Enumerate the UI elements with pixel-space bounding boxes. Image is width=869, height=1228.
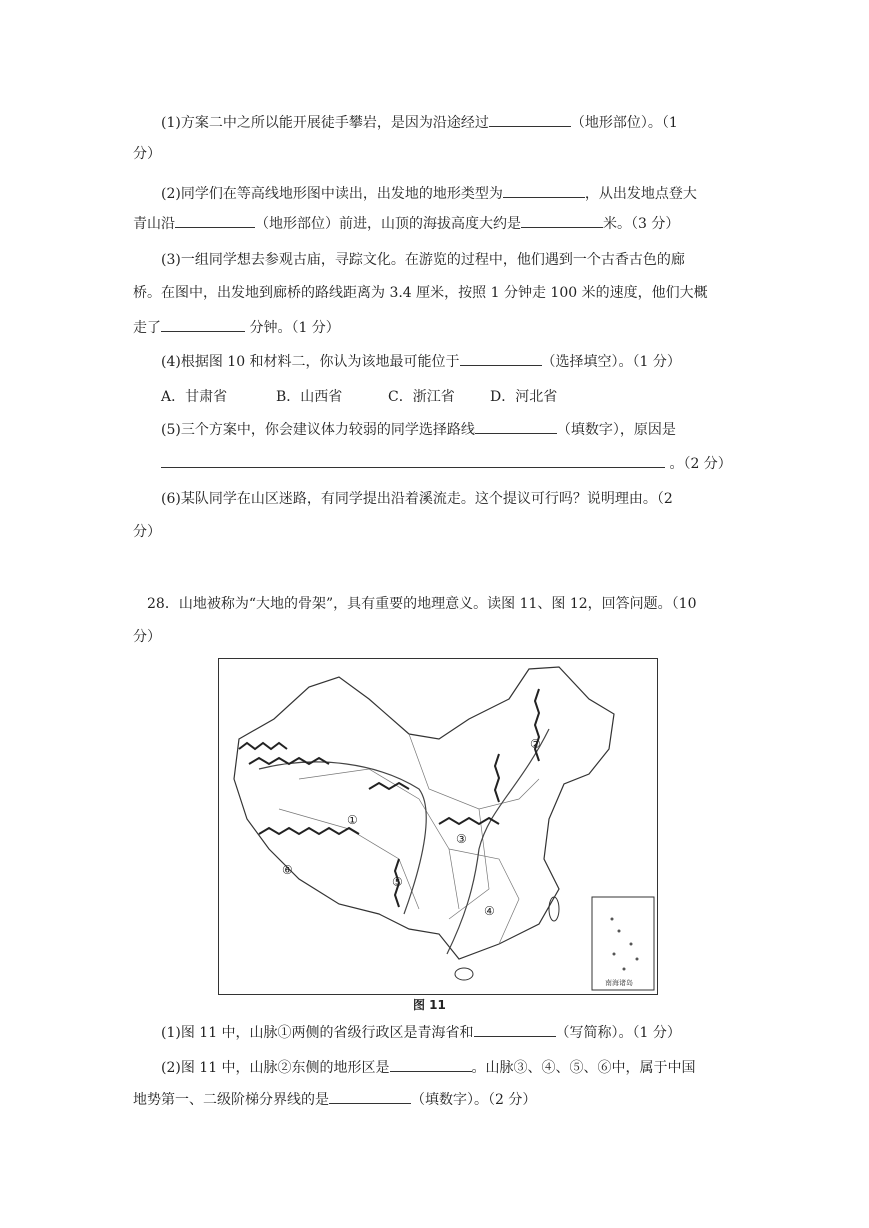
q27-line-1: (1)方案二中之所以能开展徒手攀岩，是因为沿途经过 （地形部位）。（1 xyxy=(161,112,678,133)
answer-blank[interactable] xyxy=(521,213,603,228)
q28-line-1: (1)图 11 中，山脉①两侧的省级行政区是青海省和 （写简称）。（1 分） xyxy=(161,1022,681,1043)
answer-blank[interactable] xyxy=(329,1089,411,1104)
q27-line-4: (4)根据图 10 和材料二，你认为该地最可能位于 （选择填空）。（1 分） xyxy=(161,351,681,372)
q27-line-6-cont: 分） xyxy=(133,524,161,540)
q28-heading: 28．山地被称为“大地的骨架”，具有重要的地理意义。读图 11、图 12，回答问题。（10 xyxy=(147,596,697,612)
answer-blank[interactable] xyxy=(489,112,571,127)
answer-blank[interactable] xyxy=(475,419,557,434)
map-label-2: ② xyxy=(530,737,541,751)
q28-line-2-cont: 地势第一、二级阶梯分界线的是 （填数字）。（2 分） xyxy=(133,1089,536,1110)
q28-heading-cont: 分） xyxy=(133,629,161,645)
q27-line-6: (6)某队同学在山区迷路，有同学提出沿着溪流走。这个提议可行吗？说明理由。（2 xyxy=(161,491,673,507)
answer-blank[interactable] xyxy=(175,213,255,228)
q27-line-5-cont: 。（2 分） xyxy=(161,453,732,474)
q27-line-3: (3)一组同学想去参观古庙，寻踪文化。在游览的过程中，他们遇到一个古香古色的廊 xyxy=(161,252,685,268)
q27-line-1-cont: 分） xyxy=(133,146,161,162)
inset-label: 南海诸岛 xyxy=(605,979,633,987)
map-label-4: ④ xyxy=(484,904,495,918)
option-c[interactable]: C．浙江省 xyxy=(388,389,455,405)
q27-line-3-end: 走了 分钟。（1 分） xyxy=(133,317,340,338)
q27-line-3-cont: 桥。在图中，出发地到廊桥的路线距离为 3.4 厘米，按照 1 分钟走 100 米的速度，他们大概 xyxy=(133,285,708,301)
answer-blank[interactable] xyxy=(390,1057,472,1072)
option-a[interactable]: A．甘肃省 xyxy=(161,389,228,405)
answer-blank[interactable] xyxy=(503,183,585,198)
q28-line-2: (2)图 11 中，山脉②东侧的地形区是 。山脉③、④、⑤、⑥中，属于中国 xyxy=(161,1057,696,1078)
q27-line-2-cont: 青山沿 （地形部位）前进，山顶的海拔高度大约是 米。（3 分） xyxy=(133,213,679,234)
option-d[interactable]: D．河北省 xyxy=(490,389,558,405)
q27-line-2: (2)同学们在等高线地形图中读出，出发地的地形类型为 ，从出发地点登大 xyxy=(161,183,697,204)
map-label-3: ③ xyxy=(456,832,467,846)
q27-line-5: (5)三个方案中，你会建议体力较弱的同学选择路线 （填数字），原因是 xyxy=(161,419,676,440)
map-label-5: ⑤ xyxy=(392,875,403,889)
map-label-1: ① xyxy=(347,813,358,827)
option-b[interactable]: B．山西省 xyxy=(276,389,343,405)
china-map-figure xyxy=(218,658,658,995)
figure-caption: 图 11 xyxy=(413,998,446,1012)
answer-blank[interactable] xyxy=(474,1022,556,1037)
answer-blank-long[interactable] xyxy=(161,453,665,468)
south-sea-inset xyxy=(592,897,654,990)
answer-blank[interactable] xyxy=(460,351,542,366)
answer-blank[interactable] xyxy=(161,317,245,332)
china-map-svg xyxy=(219,659,657,994)
map-label-6: ⑥ xyxy=(282,863,293,877)
country-outline xyxy=(234,667,614,959)
